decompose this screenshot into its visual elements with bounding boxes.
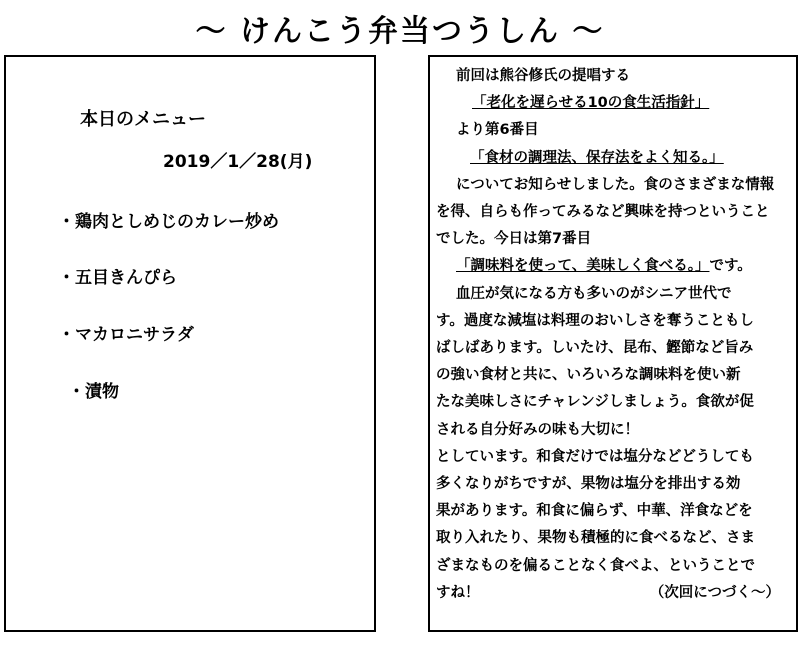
news-line: についてお知らせしました。食のさまざまな情報 bbox=[456, 176, 775, 193]
newsletter-panel bbox=[428, 55, 798, 632]
menu-item: ・五目きんぴら bbox=[58, 268, 177, 288]
menu-item: ・漬物 bbox=[68, 382, 119, 402]
newsletter-text bbox=[436, 63, 798, 607]
news-line: される自分好みの味も大切に！ bbox=[436, 421, 639, 438]
news-line: すね！ （次回につづく～） bbox=[436, 580, 798, 607]
menu-item: ・マカロニサラダ bbox=[58, 325, 194, 345]
news-line: 血圧が気になる方も多いのがシニア世代で bbox=[456, 285, 732, 302]
menu-heading: 本日のメニュー bbox=[80, 109, 206, 130]
menu-date: 2019／1／28(月) bbox=[163, 152, 313, 172]
news-line: 取り入れたり、果物も積極的に食べるなど、さま bbox=[436, 530, 755, 547]
page-title: ～ けんこう弁当つうしん ～ bbox=[195, 14, 605, 49]
guideline-item-7: 「調味料を使って、美味しく食べる。」です。 bbox=[456, 258, 752, 275]
news-line: より第6番目 bbox=[456, 122, 539, 139]
news-line: を得、自らも作ってみるなど興味を持つということ bbox=[436, 204, 770, 221]
news-line: たな美味しさにチャレンジしましょう。食欲が促 bbox=[436, 394, 754, 411]
news-line: としています。和食だけでは塩分などどうしても bbox=[436, 448, 754, 465]
news-line: 果があります。和食に偏らず、中華、洋食などを bbox=[436, 503, 753, 520]
news-line: す。過度な減塩は料理のおいしさを奪うこともし bbox=[436, 312, 754, 329]
guideline-title: 「老化を遅らせる10の食生活指針」 bbox=[472, 95, 710, 112]
news-line: でした。今日は第7番目 bbox=[436, 231, 592, 248]
news-line: ばしばあります。しいたけ、昆布、鰹節など旨み bbox=[436, 340, 754, 357]
news-line: ざまなものを偏ることなく食べよ、ということで bbox=[436, 557, 755, 574]
news-line: 多くなりがちですが、果物は塩分を排出する効 bbox=[436, 476, 741, 493]
news-line: の強い食材と共に、いろいろな調味料を使い新 bbox=[436, 367, 741, 384]
guideline-item-6: 「食材の調理法、保存法をよく知る。」 bbox=[470, 149, 724, 166]
continued-note: （次回につづく～） bbox=[649, 584, 780, 601]
news-line: 前回は熊谷修氏の提唱する bbox=[456, 68, 630, 84]
menu-panel bbox=[4, 55, 376, 632]
menu-item: ・鶏肉としめじのカレー炒め bbox=[58, 212, 279, 232]
